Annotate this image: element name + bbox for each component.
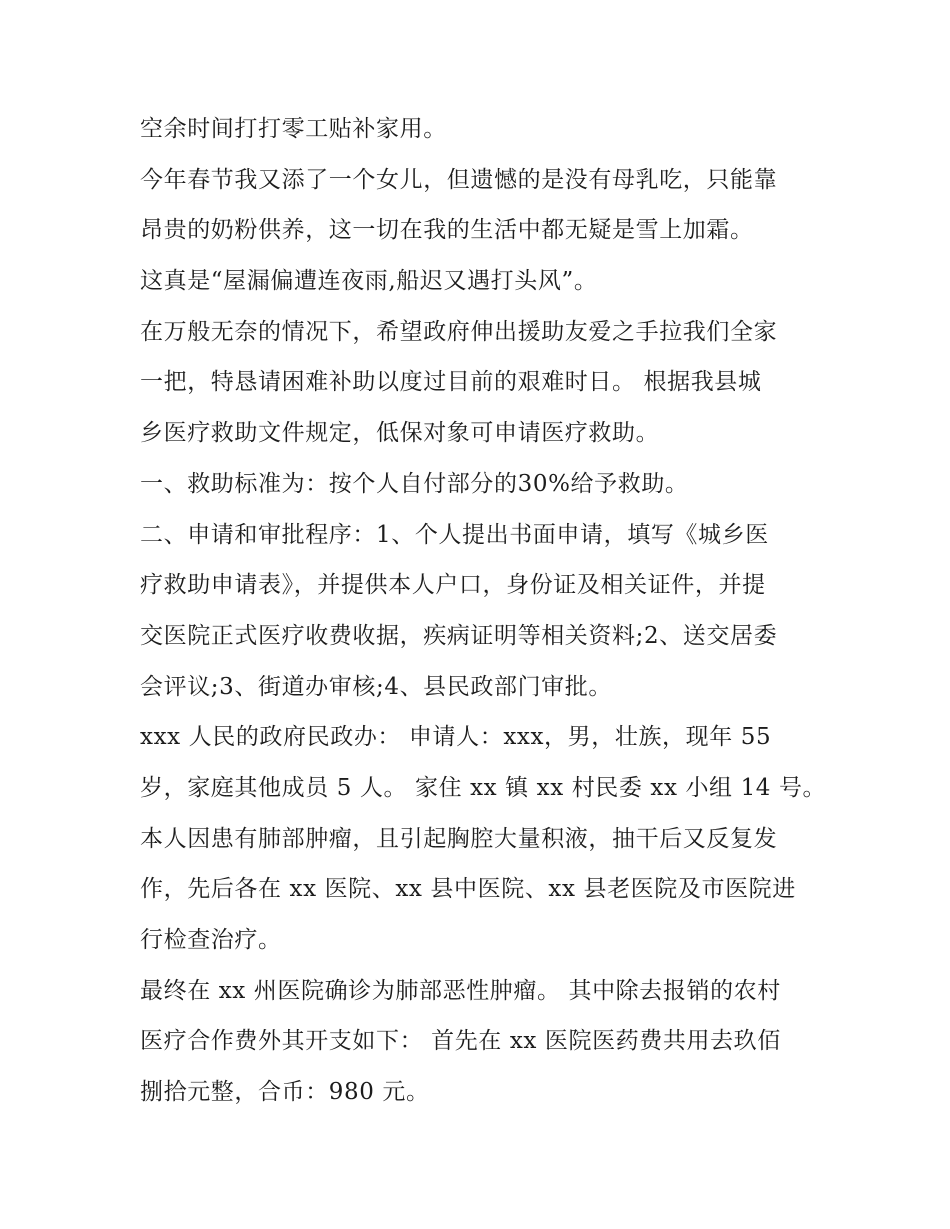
text-line-13: xxx 人民的政府民政办： 申请人：xxx，男，壮族，现年 55 [140,724,772,751]
text-line-18: 最终在 xx 州医院确诊为肺部恶性肿瘤。 其中除去报销的农村 [140,977,781,1004]
text-line-16: 作，先后各在 xx 医院、xx 县中医院、xx 县老医院及市医院进 [140,876,796,903]
text-line-4: 这真是“屋漏偏遭连夜雨,船迟又遇打头风”。 [140,268,598,295]
text-line-11: 交医院正式医疗收费收据，疾病证明等相关资料;2、送交居委 [140,622,778,649]
text-line-2: 今年春节我又添了一个女儿，但遗憾的是没有母乳吃，只能靠 [140,166,778,193]
text-line-15: 本人因患有肺部肿瘤，且引起胸腔大量积液，抽干后又反复发 [140,825,778,852]
text-line-10: 疗救助申请表》，并提供本人户口，身份证及相关证件，并提 [140,572,766,599]
document-body [140,104,830,1118]
text-line-5: 在万般无奈的情况下，希望政府伸出援助友爱之手拉我们全家 [140,318,778,345]
text-line-20: 捌拾元整，合币：980 元。 [140,1079,430,1106]
text-line-19: 医疗合作费外其开支如下： 首先在 xx 医院医药费共用去玖佰 [140,1028,781,1055]
text-line-9: 二、申请和审批程序：1、个人提出书面申请，填写《城乡医 [140,521,769,548]
text-line-14: 岁，家庭其他成员 5 人。 家住 xx 镇 xx 村民委 xx 小组 14 号。 [140,774,827,801]
text-line-1: 空余时间打打零工贴补家用。 [140,116,447,142]
text-line-12: 会评议;3、街道办审核;4、县民政部门审批。 [140,673,612,700]
text-line-17: 行检查治疗。 [140,927,282,953]
text-line-8: 一、救助标准为：按个人自付部分的30%给予救助。 [140,470,689,497]
text-line-3: 昂贵的奶粉供养，这一切在我的生活中都无疑是雪上加霜。 [140,217,754,244]
text-line-7: 乡医疗救助文件规定，低保对象可申请医疗救助。 [140,420,660,447]
text-line-6: 一把，特恳请困难补助以度过目前的艰难时日。 根据我县城 [140,369,762,396]
